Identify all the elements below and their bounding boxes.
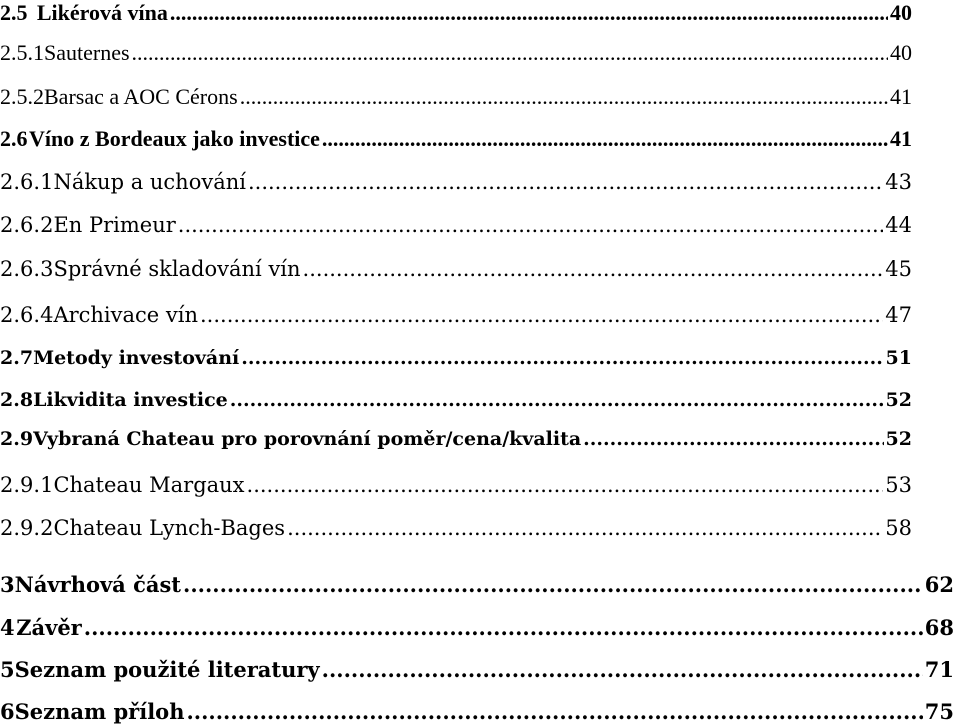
toc-entry-title: Likérová vína [36, 0, 168, 25]
toc-dot-leader [303, 259, 884, 280]
toc-entry-title: Barsac a AOC Cérons [44, 84, 238, 109]
toc-entry[interactable] [0, 475, 912, 496]
toc-dot-leader [186, 701, 922, 722]
toc-entry-number: 2.7 [0, 347, 34, 369]
toc-entry-number: 2.6.3 [0, 257, 54, 281]
toc-entry-page: 53 [885, 473, 912, 497]
toc-dot-leader [230, 391, 884, 410]
toc-entry-number: 5 [0, 657, 15, 682]
toc-entry-title: Metody investování [33, 347, 240, 369]
toc-entry-number: 2.9.2 [0, 516, 54, 540]
toc-entry[interactable] [0, 574, 954, 595]
toc-dot-leader [183, 574, 923, 595]
toc-entry[interactable] [0, 86, 912, 108]
toc-entry-number: 3 [0, 572, 15, 597]
toc-entry-title: En Primeur [53, 213, 176, 237]
toc-dot-leader [322, 128, 888, 150]
toc-entry-page: 58 [885, 516, 912, 540]
toc-entry-title: Archivace vín [53, 303, 198, 327]
toc-entry-title: Chateau Lynch-Bages [53, 516, 286, 540]
toc-entry-page: 40 [890, 0, 912, 25]
toc-entry-page: 47 [885, 303, 912, 327]
toc-dot-leader [247, 475, 884, 496]
toc-entry-page: 41 [890, 126, 912, 151]
toc-entry-page: 71 [924, 657, 954, 682]
toc-entry-page: 40 [890, 40, 912, 65]
toc-entry[interactable] [0, 305, 912, 326]
toc-entry-number: 2.9 [0, 428, 34, 450]
toc-entry-title: Nákup a uchování [53, 170, 246, 194]
toc-entry-title: Správné skladování vín [53, 257, 301, 281]
toc-entry[interactable] [0, 430, 912, 449]
toc-entry-page: 62 [924, 572, 954, 597]
toc-entry-page: 52 [885, 389, 912, 411]
toc-entry-number: 2.6.2 [0, 213, 54, 237]
toc-entry[interactable] [0, 42, 912, 64]
toc-dot-leader [240, 86, 888, 108]
toc-entry[interactable] [0, 2, 912, 24]
toc-dot-leader [241, 349, 883, 368]
toc-entry[interactable] [0, 701, 954, 722]
toc-entry-number: 2.6.4 [0, 303, 54, 327]
toc-entry-number: 2.5 [0, 0, 28, 25]
toc-entry-number: 2.9.1 [0, 473, 54, 497]
toc-entry-page: 43 [885, 170, 912, 194]
toc-dot-leader [200, 305, 883, 326]
toc-entry[interactable] [0, 659, 954, 680]
toc-entry[interactable] [0, 349, 912, 368]
toc-entry-page: 75 [924, 699, 954, 724]
toc-entry[interactable] [0, 215, 912, 236]
toc-entry-page: 68 [924, 615, 954, 640]
toc-entry[interactable] [0, 391, 912, 410]
toc-dot-leader [322, 659, 923, 680]
toc-dot-leader [248, 172, 883, 193]
toc-entry-number: 2.6.1 [0, 170, 54, 194]
toc-dot-leader [132, 42, 888, 64]
toc-entry-number: 2.6 [0, 126, 28, 151]
toc-entry-title: Chateau Margaux [53, 473, 245, 497]
toc-dot-leader [178, 215, 884, 236]
toc-entry-title: Návrhová část [14, 572, 182, 597]
toc-dot-leader [287, 518, 883, 539]
toc-entry-title: Vybraná Chateau pro porovnání poměr/cena/kvalita [33, 428, 582, 450]
toc-entry[interactable] [0, 128, 912, 150]
toc-entry-title: Sauternes [44, 40, 130, 65]
toc-dot-leader [170, 2, 888, 24]
toc-entry[interactable] [0, 518, 912, 539]
toc-entry-title: Likvidita investice [33, 389, 228, 411]
toc-dot-leader [84, 617, 923, 638]
toc-entry-page: 44 [885, 213, 912, 237]
toc-entry-number: 2.8 [0, 389, 34, 411]
toc-entry-title: Seznam použité literatury [14, 657, 320, 682]
toc-entry-number: 4 [0, 615, 15, 640]
toc-entry-number: 2.5.1 [0, 40, 44, 65]
toc-entry-page: 41 [890, 84, 912, 109]
toc-entry-number: 2.5.2 [0, 84, 44, 109]
toc-entry[interactable] [0, 259, 912, 280]
toc-entry-number: 6 [0, 699, 15, 724]
toc-entry-title: Seznam příloh [14, 699, 185, 724]
toc-entry-title: Víno z Bordeaux jako investice [29, 126, 320, 151]
toc-entry-page: 45 [885, 257, 912, 281]
toc-entry-title: Závěr [16, 615, 82, 640]
toc-entry[interactable] [0, 617, 954, 638]
toc-dot-leader [583, 430, 883, 449]
toc-entry-page: 52 [885, 428, 912, 450]
toc-entry[interactable] [0, 172, 912, 193]
toc-entry-page: 51 [885, 347, 912, 369]
